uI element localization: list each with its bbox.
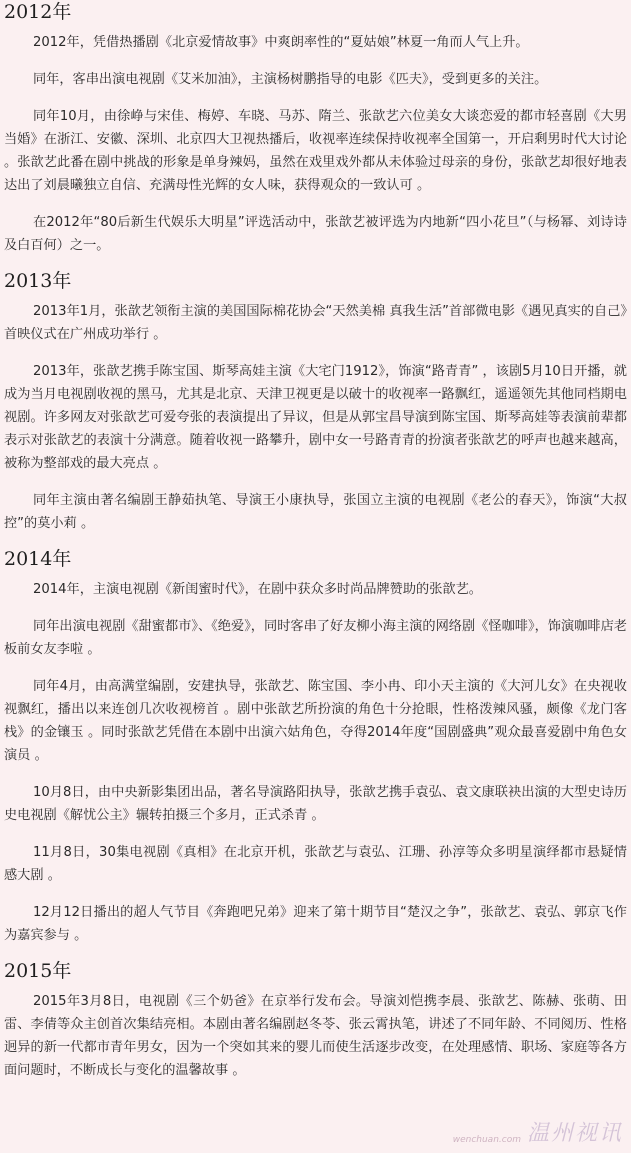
watermark-url: wenchuan.com xyxy=(452,1135,521,1145)
watermark-logo: 温州视讯 xyxy=(526,1121,623,1146)
paragraph: 11月8日，30集电视剧《真相》在北京开机，张歆艺与袁弘、江珊、孙淳等众多明星演绎都市悬疑情感大剧 。 xyxy=(4,845,627,883)
watermark xyxy=(453,1116,623,1147)
paragraph: 同年10月，由徐峥与宋佳、梅婷、车晓、马苏、隋兰、张歆艺六位美女大谈恋爱的都市轻喜剧《大男当婚》在浙江、安徽、深圳、北京四大卫视热播后，收视率连续保持收视率全国第一，开启剩男时代大讨论 。张歆艺此番在剧中挑战的形象是单身辣妈，虽然在戏里戏外都从未体验过母亲的身份，张歆艺却很好地表达出了刘晨曦独立自信、充满母性光辉的女人味，获得观众的一致认可 。 xyxy=(4,109,627,193)
paragraph: 2015年3月8日，电视剧《三个奶爸》在京举行发布会。导演刘恺携李晨、张歆艺、陈赫、张萌、田雷、李倩等众主创首次集结亮相。本剧由著名编剧赵冬苓、张云霄执笔，讲述了不同年龄、不同阅历、性格迥异的新一代都市青年男女，因为一个突如其来的婴儿而使生活逐步改变，在处理感情、职场、家庭等各方面问题时，不断成长与变化的温馨故事 。 xyxy=(4,994,627,1078)
year-section xyxy=(0,547,631,947)
year-section xyxy=(0,0,631,257)
paragraph: 2013年，张歆艺携手陈宝国、斯琴高娃主演《大宅门1912》，饰演“路青青” ，该剧5月10日开播，就成为当月电视剧收视的黑马，尤其是北京、天津卫视更是以破十的收视率一路飘红，遥遥领先其他同档期电视剧。许多网友对张歆艺可爱夸张的表演提出了异议，但是从郭宝昌导演到陈宝国、斯琴高娃等表演前辈都表示对张歆艺的表演十分满意。随着收视一路攀升，剧中女一号路青青的扮演者张歆艺的呼声也越来越高，被称为整部戏的最大亮点 。 xyxy=(4,364,627,471)
year-heading: 2015年 xyxy=(4,960,72,982)
paragraph: 同年出演电视剧《甜蜜都市》、《绝爱》，同时客串了好友柳小海主演的网络剧《怪咖啡》，饰演咖啡店老板前女友李啦 。 xyxy=(4,619,627,657)
year-heading: 2013年 xyxy=(4,270,72,292)
paragraph: 同年主演由著名编剧王静茹执笔、导演王小康执导，张国立主演的电视剧《老公的春天》，饰演“大叔控”的莫小莉 。 xyxy=(4,493,627,531)
year-heading: 2012年 xyxy=(4,1,72,23)
paragraph: 在2012年“80后新生代娱乐大明星”评选活动中，张歆艺被评选为内地新“四小花旦”（与杨幂、刘诗诗及白百何）之一。 xyxy=(4,215,627,253)
year-section xyxy=(0,269,631,535)
paragraph: 10月8日，由中央新影集团出品，著名导演路阳执导，张歆艺携手袁弘、袁文康联袂出演的大型史诗历史电视剧《解忧公主》辗转拍摄三个多月，正式杀青 。 xyxy=(4,785,627,823)
paragraph: 2013年1月，张歆艺领衔主演的美国国际棉花协会“天然美棉 真我生活”首部微电影《遇见真实的自己》首映仪式在广州成功举行 。 xyxy=(4,304,627,342)
paragraph: 2012年，凭借热播剧《北京爱情故事》中爽朗率性的“夏姑娘”林夏一角而人气上升。 xyxy=(33,35,529,50)
paragraph: 2014年，主演电视剧《新闺蜜时代》，在剧中获众多时尚品牌赞助的张歆艺。 xyxy=(33,582,482,597)
paragraph: 12月12日播出的超人气节目《奔跑吧兄弟》迎来了第十期节目“楚汉之争”，张歆艺、袁弘、郭京飞作为嘉宾参与 。 xyxy=(4,905,627,943)
year-heading: 2014年 xyxy=(4,548,72,570)
paragraph: 同年4月，由高满堂编剧，安建执导，张歆艺、陈宝国、李小冉、印小天主演的《大河儿女》在央视收视飘红，播出以来连创几次收视榜首 。剧中张歆艺所扮演的角色十分抢眼，性格泼辣风骚，颇像《龙门客栈》的金镶玉 。同时张歆艺凭借在本剧中出演六姑角色，夺得2014年度“国剧盛典”观众最喜爱剧中角色女演员 。 xyxy=(4,679,627,763)
paragraph: 同年，客串出演电视剧《艾米加油》，主演杨树鹏指导的电影《匹夫》，受到更多的关注。 xyxy=(33,72,548,87)
year-section xyxy=(0,959,631,1082)
